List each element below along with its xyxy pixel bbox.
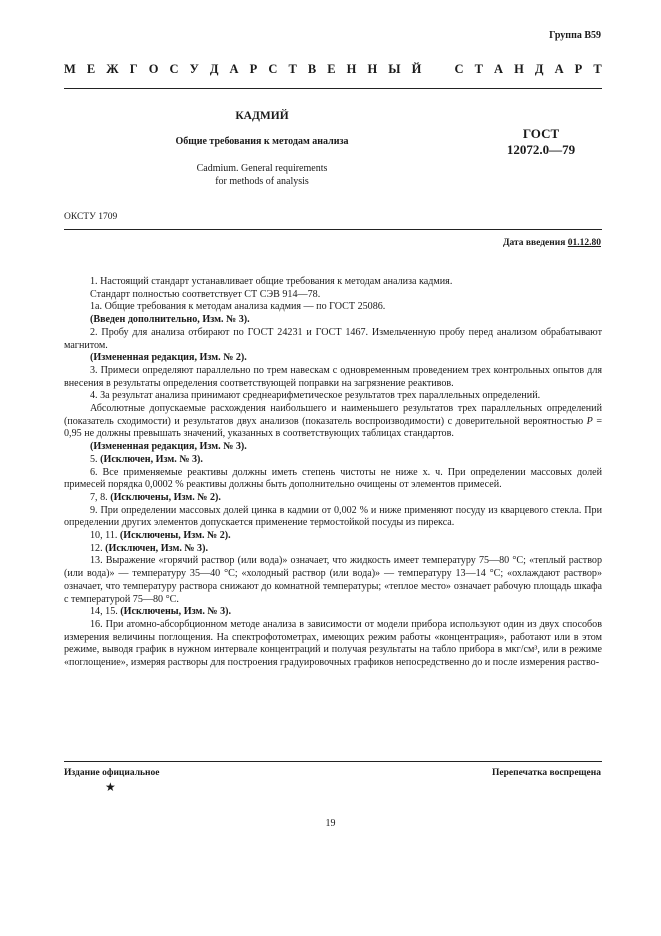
paragraph xyxy=(64,390,602,403)
amendment-note: (Исключены, Изм. № 2). xyxy=(110,491,221,503)
variable-p: P xyxy=(586,415,593,427)
intro-date-value: 01.12.80 xyxy=(567,238,601,248)
paragraph: 1. Настоящий стандарт устанавливает общие требования к методам анализа кадмия. xyxy=(90,276,453,287)
intro-date-label: Дата введения xyxy=(502,238,566,248)
paragraph xyxy=(90,530,602,543)
english-title-line: for methods of analysis xyxy=(215,176,309,187)
banner-letter: В xyxy=(307,62,317,76)
document-title: КАДМИЙ xyxy=(235,110,289,122)
paragraph xyxy=(64,505,602,530)
amendment-note: (Исключен, Изм. № 3). xyxy=(105,542,208,554)
meta-rule xyxy=(64,229,602,230)
paragraph-text: Абсолютные допускаемые расхождения наибольшего и наименьшего результатов трех параллельных определений (показатель сходимости) и результатов двух анализов (показатель воспроизводимости) с доверительной вероятностью xyxy=(64,403,602,427)
banner-letter: Т xyxy=(593,62,602,76)
edition-label: Издание официальное xyxy=(64,768,160,778)
banner-letter: С xyxy=(454,62,464,76)
paragraph xyxy=(90,492,602,505)
document-body xyxy=(64,276,603,670)
paragraph-text: 6. Все применяемые реактивы должны иметь степень чистоты не ниже х. ч. При определении массовых долей примесей порядка 0,0002 % реактивы должны быть дополнительно очищены от элементов примесей. xyxy=(64,466,602,491)
banner-letter: С xyxy=(268,62,278,76)
item-number: 10, 11. xyxy=(90,530,118,542)
paragraph-text: 3. Примеси определяют параллельно по трем навескам с одновременным проведением трех контрольных опытов для внесения в результаты определения соответствующей поправки на загрязнение реактивов. xyxy=(64,364,602,389)
paragraph-text: 13. Выражение «горячий раствор (или вода)» означает, что жидкость имеет температуру 75—80 °С; «теплый раствор (или вода)» — температуру 35—40 °С; «холодный раствор (или вода)» — температуру 13—14 °С; «охлаждают раствор» означает, что температуру раствора снижают до комнатной температуры; «теплое место» означает рабочую площадь шкафа с температурой 75—80 °С. xyxy=(64,555,602,605)
intro-date xyxy=(503,238,601,248)
banner-letter: Н xyxy=(346,62,357,76)
paragraph: Стандарт полностью соответствует СТ СЭВ 914—78. xyxy=(90,288,321,300)
document-subtitle: Общие требования к методам анализа xyxy=(175,136,349,147)
banner-letter: Е xyxy=(86,62,96,76)
paragraph-text: 9. При определении массовых долей цинка в кадмии от 0,002 % и ниже применяют посуду из кварцевого стекла. При определении других элементов допускается применение термостойкой посуды из пирекса. xyxy=(64,504,602,529)
paragraph-text: 4. За результат анализа принимают среднеарифметическое результатов трех параллельных определений. xyxy=(90,390,541,402)
page-number: 19 xyxy=(325,818,336,829)
footer-rule xyxy=(64,761,602,762)
header-rule xyxy=(64,88,602,89)
banner-letter: С xyxy=(169,62,179,76)
banner-letter: Д xyxy=(209,62,219,76)
item-number: 12. xyxy=(90,542,103,554)
paragraph xyxy=(64,327,602,352)
gost-number: 12072.0—79 xyxy=(506,142,576,157)
banner-letter: Д xyxy=(534,62,544,76)
banner-letter: Р xyxy=(574,62,583,76)
banner-letter: Ы xyxy=(388,62,401,76)
paragraph xyxy=(64,467,602,492)
paragraph xyxy=(90,606,602,619)
gost-label: ГОСТ xyxy=(522,126,560,141)
banner-letter: Т xyxy=(288,62,297,76)
english-title-line: Cadmium. General requirements xyxy=(196,163,328,174)
paragraph xyxy=(64,403,602,441)
paragraph xyxy=(90,454,602,467)
amendment-note: (Измененная редакция, Изм. № 3). xyxy=(90,441,247,453)
group-label: Группа B59 xyxy=(549,30,601,41)
document-english-title xyxy=(64,162,460,188)
item-number: 14, 15. xyxy=(90,606,118,618)
banner-letter: Й xyxy=(411,62,422,76)
gost-designation xyxy=(480,126,602,158)
paragraph-text: 2. Пробу для анализа отбирают по ГОСТ 24231 и ГОСТ 1467. Измельченную пробу перед анализом обрабатывают магнитом. xyxy=(64,326,602,351)
banner-letter: А xyxy=(229,62,239,76)
item-number: 5. xyxy=(90,453,98,465)
banner-letter: Н xyxy=(514,62,524,76)
banner-letter: Р xyxy=(249,62,258,76)
paragraph-text: 16. При атомно-абсорбционном методе анализа в зависимости от модели прибора используют один из двух способов измерения величины поглощения. На спектрофотометрах, имеющих режим работы «концентрация», работают или в этом режиме, выводя график в нужном интервале концентраций и получая результаты на табло прибора в мкг/см³, или в режиме «поглощение», измеряя растворы для построения градуировочных графиков непосредственно до и после измерения раство- xyxy=(64,618,602,669)
paragraph xyxy=(64,365,602,390)
paragraph xyxy=(64,619,602,670)
amendment-note: (Введен дополнительно, Изм. № 3). xyxy=(90,314,250,326)
banner-letter: Ж xyxy=(106,62,119,76)
item-number: 7, 8. xyxy=(90,491,108,503)
banner-letter: Н xyxy=(367,62,378,76)
reprint-label: Перепечатка воспрещена xyxy=(491,768,601,778)
banner-letter: О xyxy=(148,62,159,76)
standard-banner xyxy=(64,62,602,77)
amendment-note: (Исключен, Изм. № 3). xyxy=(100,453,203,465)
paragraph: 1а. Общие требования к методам анализа кадмия — по ГОСТ 25086. xyxy=(90,301,386,313)
banner-letter: Г xyxy=(129,62,138,76)
banner-letter: М xyxy=(64,62,76,76)
paragraph xyxy=(64,555,602,606)
amendment-note: (Измененная редакция, Изм. № 2). xyxy=(90,352,247,364)
banner-letter: У xyxy=(189,62,199,76)
banner-letter: А xyxy=(494,62,504,76)
banner-letter: А xyxy=(554,62,564,76)
amendment-note: (Исключены, Изм. № 3). xyxy=(120,606,231,618)
banner-letter: Т xyxy=(474,62,483,76)
oksty-code: ОКСТУ 1709 xyxy=(64,212,118,222)
paragraph xyxy=(90,543,602,556)
banner-letter: Е xyxy=(327,62,336,76)
star-icon: ★ xyxy=(105,780,116,794)
paragraph-text: = 0,95 не должны превышать значений, указанных в соответствующих таблицах стандартов. xyxy=(64,415,603,440)
amendment-note: (Исключены, Изм. № 2). xyxy=(119,530,231,542)
